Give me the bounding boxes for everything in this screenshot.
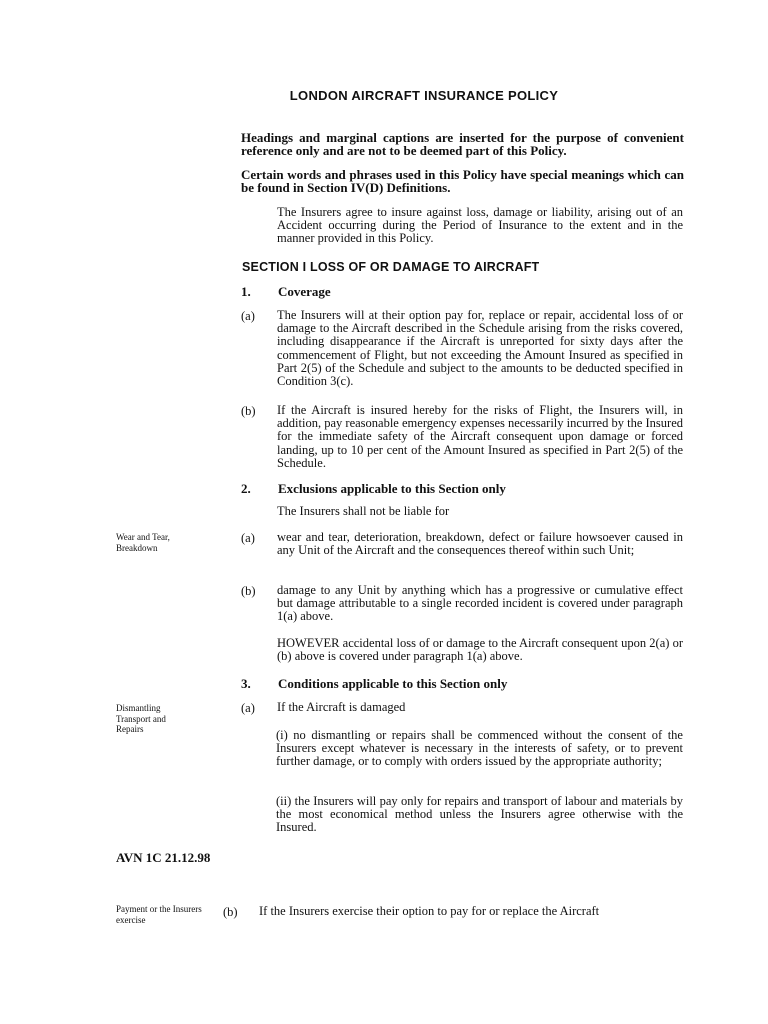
clause-1b-text: If the Aircraft is insured hereby for the risks of Flight, the Insurers will, in addition, pay reasonable emergency expenses necessarily incurred by the Insured for the immediate safety of the Aircraft consequent upon damage or forced landing, up to 10 per cent of the Amount Insured as specified in Part 2(5) of the Schedule. [277, 403, 683, 470]
intro-definitions-note: Certain words and phrases used in this Policy have special meanings which can be found in Section IV(D) Definitions. [241, 167, 684, 195]
document-title: LONDON AIRCRAFT INSURANCE POLICY [289, 88, 559, 103]
clause-2-heading: Exclusions applicable to this Section only [278, 481, 506, 496]
clause-3b-text: If the Insurers exercise their option to pay for or replace the Aircraft [259, 904, 600, 918]
clause-2b-letter: (b) [241, 584, 256, 598]
margin-caption-payment: Payment or the Insurers exercise [116, 904, 202, 925]
clause-2-lead: The Insurers shall not be liable for [277, 504, 450, 518]
clause-1b-letter: (b) [241, 404, 256, 418]
clause-1a-letter: (a) [241, 309, 255, 323]
clause-2a-text: wear and tear, deterioration, breakdown, defect or failure howsoever caused in any Unit of the Aircraft and the consequences thereof within such Unit; [277, 530, 683, 558]
margin-caption-dismantling: Dismantling Transport and Repairs [116, 703, 166, 734]
clause-2b-text: damage to any Unit by anything which has a progressive or cumulative effect but damage attributable to a single recorded incident is covered under paragraph 1(a) above. [277, 583, 683, 624]
clause-1a-text: The Insurers will at their option pay for, replace or repair, accidental loss of or damage to the Aircraft described in the Schedule arising from the risks covered, including disappearance if the Aircraft is unreported for sixty days after the commencement of Flight, but not exceeding the Amount Insured as specified in Part 2(5) of the Schedule and subject to the amounts to be deducted specified in Condition 3(c). [277, 308, 683, 389]
section-heading: SECTION I LOSS OF OR DAMAGE TO AIRCRAFT [242, 260, 540, 274]
clause-3-heading: Conditions applicable to this Section only [278, 676, 508, 691]
clause-1-number: 1. [241, 284, 251, 299]
clause-1-heading: Coverage [278, 284, 331, 299]
clause-3a-letter: (a) [241, 701, 255, 715]
clause-3a-text: If the Aircraft is damaged [277, 700, 406, 714]
form-reference-code: AVN 1C 21.12.98 [116, 850, 211, 865]
clause-2a-letter: (a) [241, 531, 255, 545]
clause-2-however: HOWEVER accidental loss of or damage to the Aircraft consequent upon 2(a) or (b) above is covered under paragraph 1(a) above. [277, 636, 683, 664]
clause-3a-ii-text: (ii) the Insurers will pay only for repairs and transport of labour and materials by the most economical method unless the Insurers agree otherwise with the Insured. [276, 794, 683, 835]
insuring-agreement: The Insurers agree to insure against loss, damage or liability, arising out of an Accident occurring during the Period of Insurance to the extent and in the manner provided in this Policy. [277, 205, 683, 246]
clause-3-number: 3. [241, 676, 251, 691]
intro-headings-note: Headings and marginal captions are inserted for the purpose of convenient reference only and are not to be deemed part of this Policy. [241, 130, 684, 158]
clause-3b-letter: (b) [223, 905, 238, 919]
clause-2-number: 2. [241, 481, 251, 496]
margin-caption-wear-and-tear: Wear and Tear, Breakdown [116, 532, 170, 553]
clause-3a-i-text: (i) no dismantling or repairs shall be commenced without the consent of the Insurers except whatever is necessary in the interests of safety, or to prevent further damage, or to comply with orders issued by the appropriate authority; [276, 728, 683, 769]
